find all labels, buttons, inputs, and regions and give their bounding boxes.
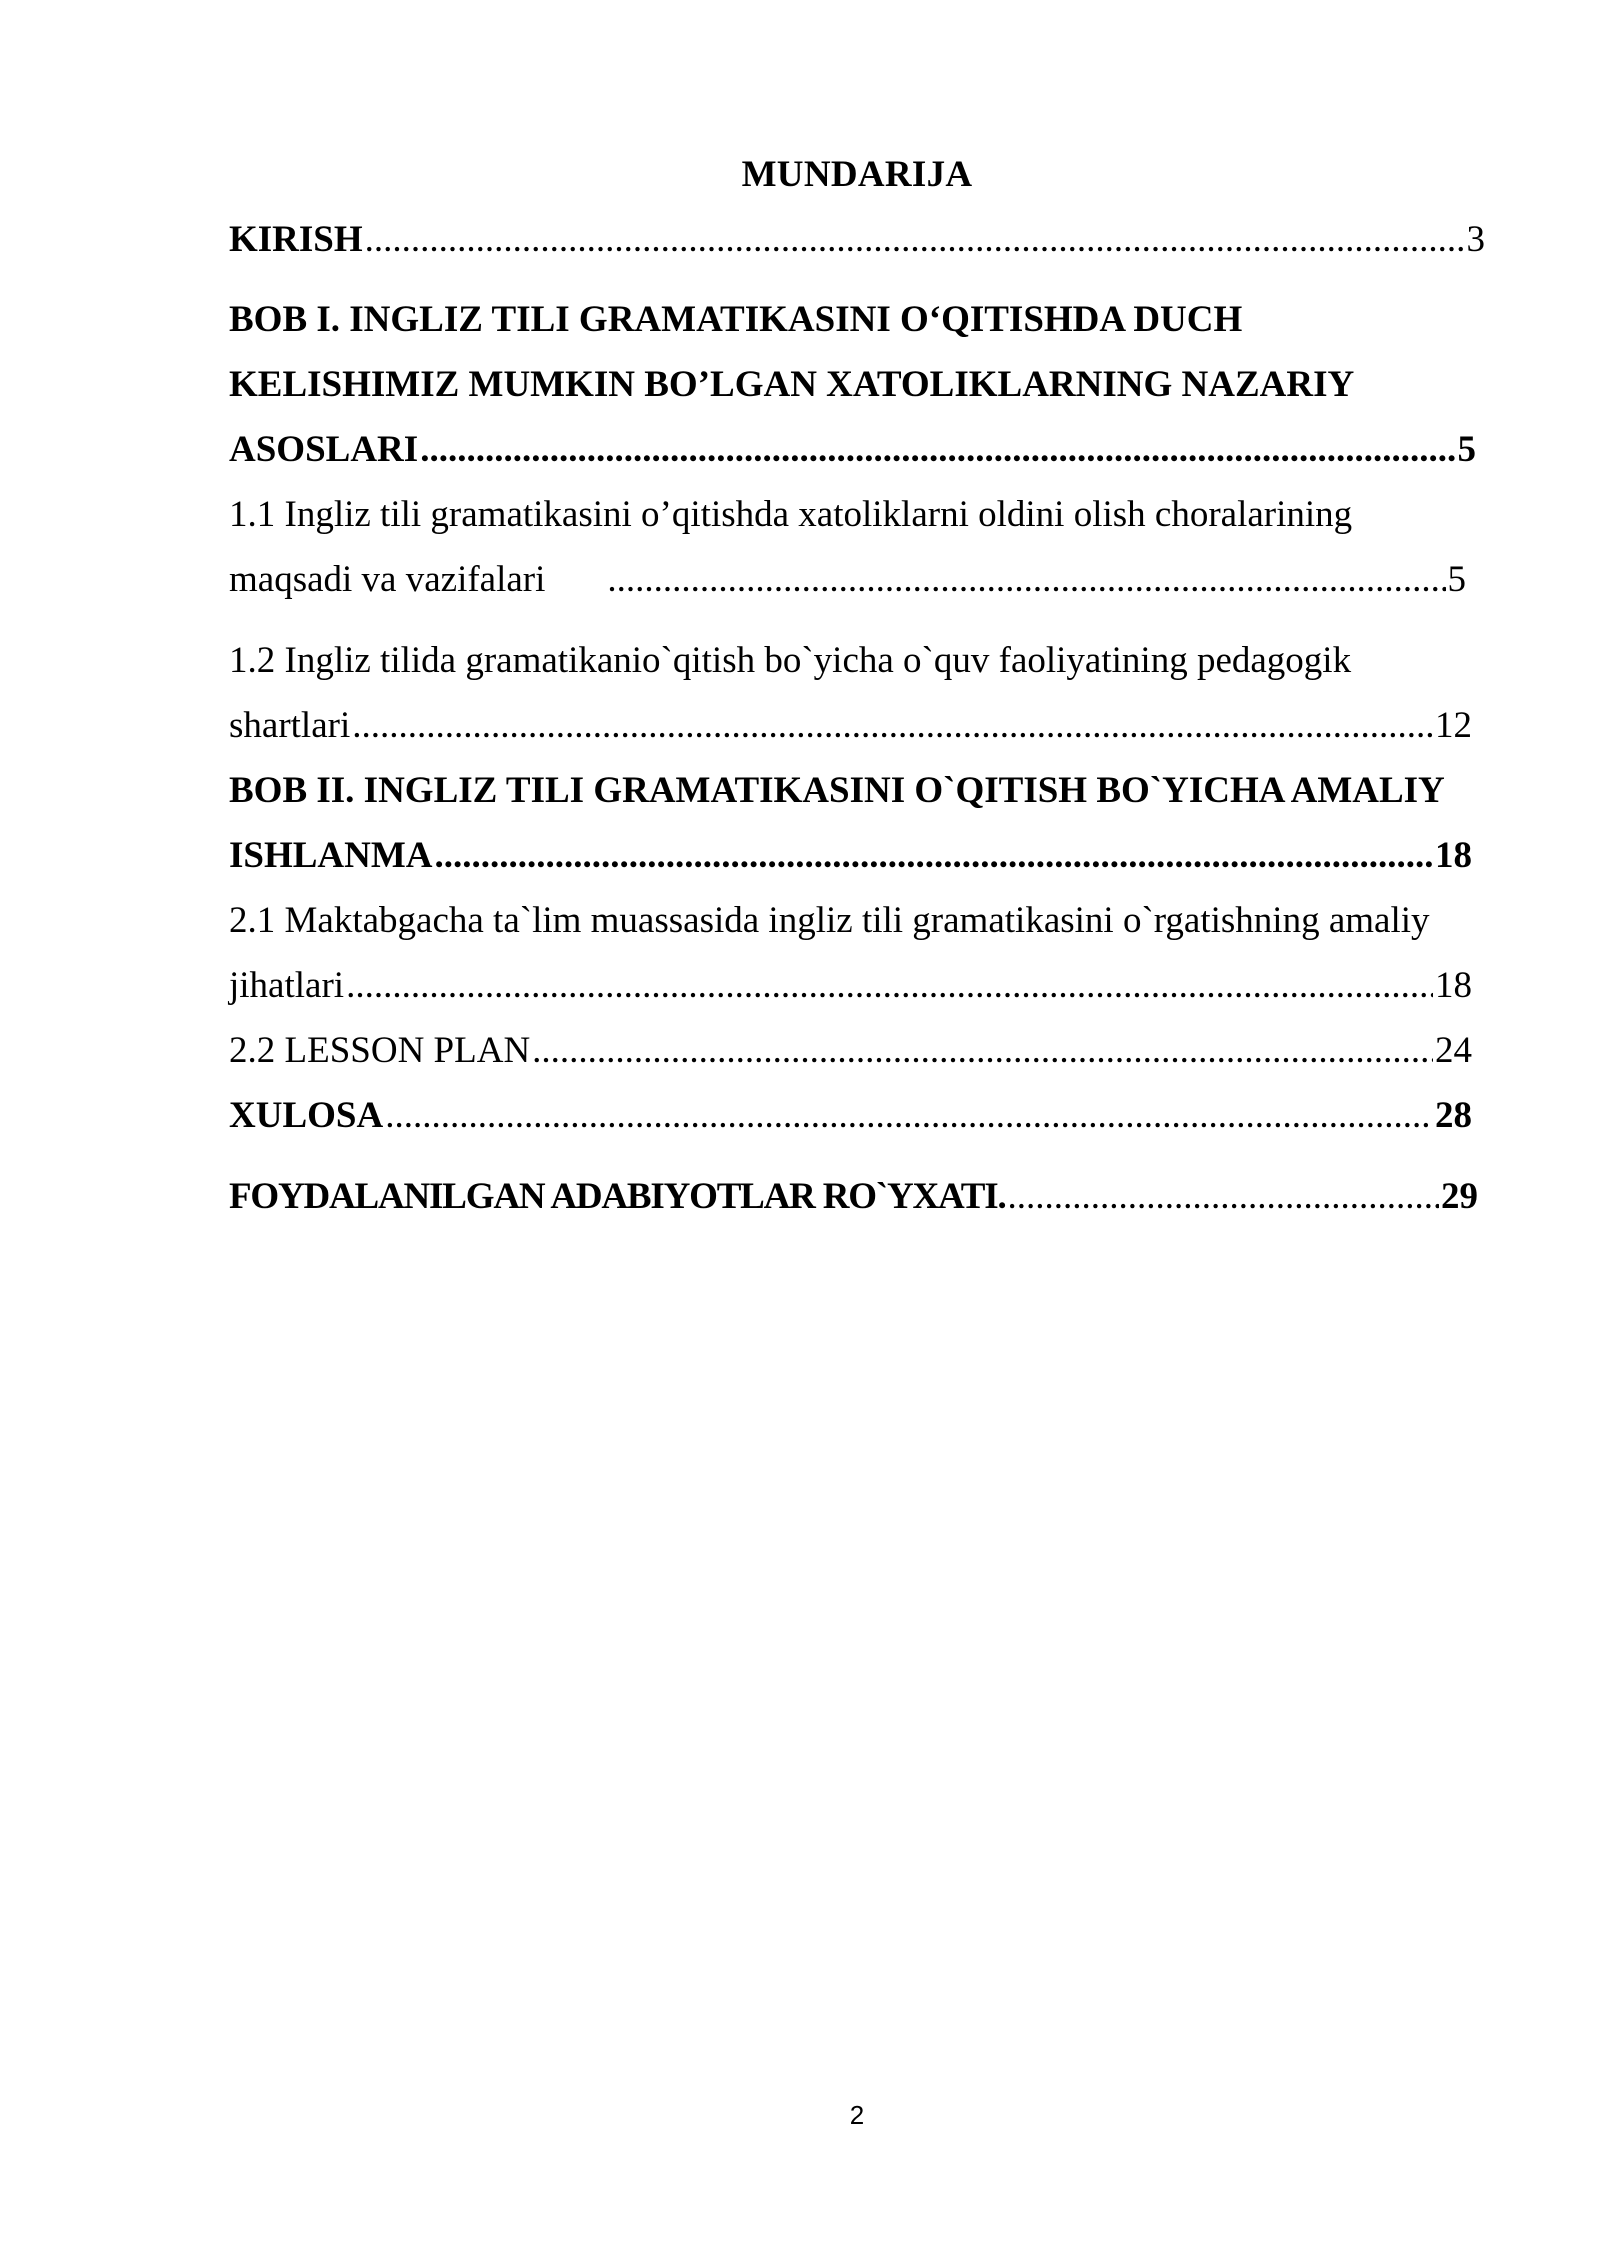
toc-entry-label: XULOSA [229, 1095, 384, 1136]
toc-entry-page: 18 [1435, 835, 1472, 876]
dot-leader [532, 1028, 1433, 1074]
toc-entry-1-1-line2 [229, 557, 1466, 603]
toc-entry-label: maqsadi va vazifalari [229, 559, 546, 600]
dot-leader [420, 427, 1455, 473]
toc-entry-bob1-line1: BOB I. INGLIZ TILI GRAMATIKASINI O‘QITISHDA DUCH [229, 299, 1243, 340]
toc-entry-page: 28 [1435, 1095, 1472, 1136]
toc-entry-bob1-line3 [229, 427, 1476, 473]
toc-entry-label: 2.2 LESSON PLAN [229, 1030, 531, 1071]
dot-leader [385, 1093, 1433, 1139]
toc-entry-kirish [229, 217, 1485, 263]
dot-leader [352, 703, 1433, 749]
toc-entry-1-2-line1: 1.2 Ingliz tilida gramatikanio`qitish bo`yicha o`quv faoliyatining pedagogik [229, 640, 1352, 681]
dot-leader [365, 217, 1465, 263]
toc-entry-bob2-line2 [229, 833, 1472, 879]
toc-entry-page: 29 [1441, 1176, 1478, 1217]
toc-entry-1-2-line2 [229, 703, 1472, 749]
page-title: MUNDARIJA [741, 154, 973, 195]
dot-leader [435, 833, 1433, 879]
toc-entry-page: 18 [1435, 965, 1472, 1006]
toc-entry-bob1-line2: KELISHIMIZ MUMKIN BO’LGAN XATOLIKLARNING NAZARIY [229, 364, 1355, 405]
dot-leader [346, 963, 1433, 1009]
toc-entry-label: jihatlari [229, 965, 345, 1006]
toc-entry-page: 5 [1457, 429, 1476, 470]
toc-entry-bob2-line1: BOB II. INGLIZ TILI GRAMATIKASINI O`QITISH BO`YICHA AMALIY [229, 770, 1445, 811]
toc-entry-adabiyotlar [229, 1174, 1478, 1220]
toc-entry-label: FOYDALANILGAN ADABIYOTLAR RO`YXATI. [229, 1176, 1006, 1217]
page-number: 2 [849, 2100, 865, 2130]
toc-entry-2-2 [229, 1028, 1472, 1074]
toc-entry-label: KIRISH [229, 219, 363, 260]
toc-entry-label: ASOSLARI [229, 429, 419, 470]
toc-entry-1-1-line1: 1.1 Ingliz tili gramatikasini o’qitishda xatoliklarni oldini olish choralarining [229, 494, 1353, 535]
toc-entry-label: shartlari [229, 705, 351, 746]
toc-entry-2-1-line1: 2.1 Maktabgacha ta`lim muassasida ingliz tili gramatikasini o`rgatishning amaliy [229, 900, 1430, 941]
toc-entry-2-1-line2 [229, 963, 1472, 1009]
toc-entry-page: 5 [1447, 559, 1466, 600]
dot-leader [607, 557, 1445, 603]
toc-entry-xulosa [229, 1093, 1472, 1139]
dot-leader [1008, 1174, 1439, 1220]
toc-entry-page: 3 [1466, 219, 1485, 260]
toc-entry-page: 24 [1435, 1030, 1472, 1071]
toc-entry-page: 12 [1435, 705, 1472, 746]
toc-entry-label: ISHLANMA [229, 835, 433, 876]
